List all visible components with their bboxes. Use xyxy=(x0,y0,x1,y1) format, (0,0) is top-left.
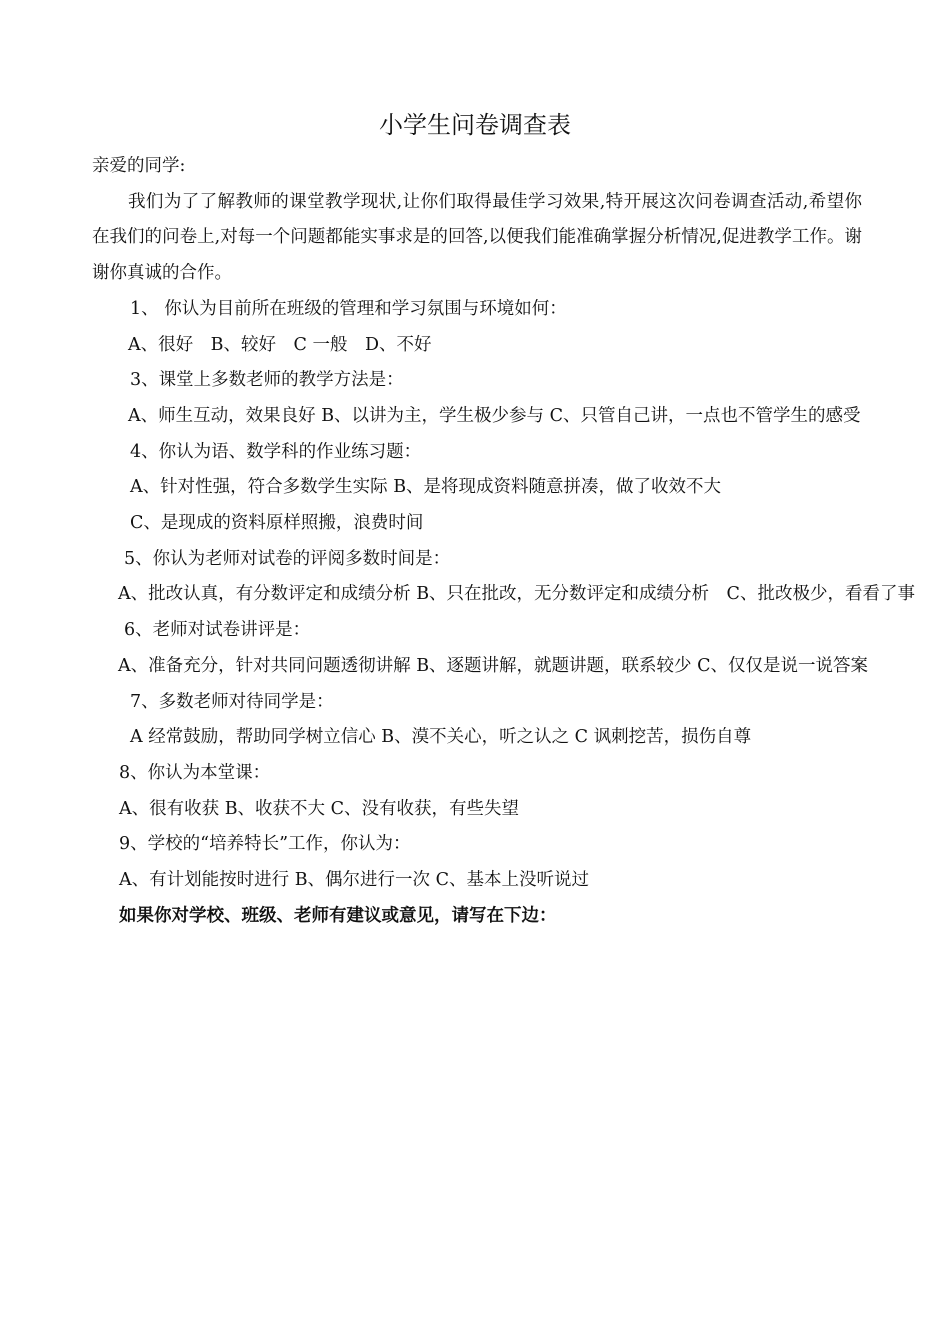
intro-paragraph: 我们为了了解教师的课堂教学现状,让你们取得最佳学习效果,特开展这次问卷调查活动,希望你在我们的问卷上,对每一个问题都能实事求是的回答,以便我们能准确掌握分析情况,促进教学工作。谢谢你真诚的合作。 xyxy=(92,191,862,284)
question-8-options: A、很有收获 B、收获不大 C、没有收获，有些失望 xyxy=(119,798,520,819)
question-7: 7、多数老师对待同学是： xyxy=(130,691,334,712)
question-4-options-line-1: A、针对性强，符合多数学生实际 B、是将现成资料随意拼凑，做了收效不大 xyxy=(130,477,722,498)
closing-prompt: 如果你对学校、班级、老师有建议或意见，请写在下边： xyxy=(119,905,557,926)
question-9-options: A、有计划能按时进行 B、偶尔进行一次 C、基本上没听说过 xyxy=(119,870,590,891)
question-4: 4、你认为语、数学科的作业练习题： xyxy=(130,441,422,462)
question-8: 8、你认为本堂课： xyxy=(119,762,271,783)
question-4-options-line-2: C、是现成的资料原样照搬，浪费时间 xyxy=(130,513,424,534)
question-7-options: A 经常鼓励，帮助同学树立信心 B、漠不关心，听之认之 C 讽刺挖苦，损伤自尊 xyxy=(130,727,752,748)
question-6: 6、老师对试卷讲评是： xyxy=(124,620,311,641)
question-9: 9、学校的“培养特长”工作，你认为： xyxy=(119,834,411,855)
question-1: 1、 你认为目前所在班级的管理和学习氛围与环境如何： xyxy=(130,298,567,319)
question-3-options: A、师生互动，效果良好 B、以讲为主，学生极少参与 C、只管自己讲，一点也不管学生的感受 xyxy=(128,405,861,426)
question-6-options: A、准备充分，针对共同问题透彻讲解 B、逐题讲解，就题讲题，联系较少 C、仅仅是说一说答案 xyxy=(118,655,869,676)
survey-body xyxy=(92,149,915,934)
question-5: 5、你认为老师对试卷的评阅多数时间是： xyxy=(124,548,451,569)
question-1-options: A、很好 B、较好 C 一般 D、不好 xyxy=(128,334,432,355)
question-3: 3、课堂上多数老师的教学方法是： xyxy=(130,370,404,391)
greeting: 亲爱的同学: xyxy=(92,156,186,176)
question-5-options: A、批改认真，有分数评定和成绩分析 B、只在批改，无分数评定和成绩分析 C、批改极少，看看了事 xyxy=(118,584,915,605)
page-title: 小学生问卷调查表 xyxy=(379,111,571,139)
